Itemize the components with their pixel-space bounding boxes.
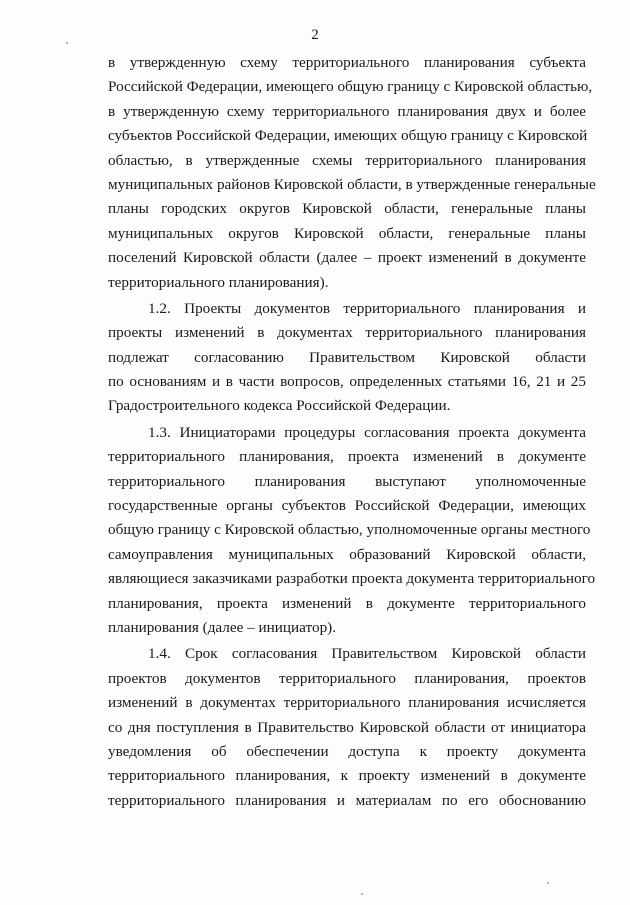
paragraph-1-3 <box>108 421 596 641</box>
text-line: изменений в документах территориального планирования исчисляется <box>108 694 586 712</box>
text-line: в утвержденную схему территориального планирования двух и более <box>108 102 586 120</box>
text-line: территориального планирования). <box>108 273 329 291</box>
text-line: планирования, проекта изменений в документе территориального <box>108 594 586 612</box>
text-line: планы городских округов Кировской области, генеральные планы <box>108 200 586 218</box>
text-line: Градостроительного кодекса Российской Федерации. <box>108 397 451 415</box>
document-body <box>108 51 596 813</box>
scan-speck <box>547 882 549 884</box>
text-line: 1.3. Инициаторами процедуры согласования проекта документа <box>148 423 586 441</box>
text-line: самоуправления муниципальных образований Кировской области, <box>108 545 586 563</box>
paragraph-1-2 <box>108 297 586 419</box>
text-line: территориального планирования, к проекту изменений в документе <box>108 767 586 785</box>
text-line: общую границу с Кировской областью, уполномоченные органы местного <box>108 521 591 539</box>
text-line: государственные органы субъектов Российской Федерации, имеющих <box>108 497 586 515</box>
text-line: территориального планирования выступают уполномоченные <box>108 472 586 490</box>
text-line: проекты изменений в документах территориального планирования <box>108 324 586 342</box>
text-line: муниципальных округов Кировской области, генеральные планы <box>108 224 586 242</box>
scan-speck <box>361 893 363 895</box>
text-line: территориального планирования и материалам по его обоснованию <box>108 791 586 809</box>
text-line: подлежат согласованию Правительством Кировской области <box>108 348 586 366</box>
text-line: субъектов Российской Федерации, имеющих общую границу с Кировской <box>108 127 588 145</box>
text-line: территориального планирования, проекта изменений в документе <box>108 448 586 466</box>
text-line: поселений Кировской области (далее – проект изменений в документе <box>108 249 586 267</box>
text-line: в утвержденную схему территориального планирования субъекта <box>108 54 586 71</box>
scan-speck <box>66 42 68 44</box>
page-number: 2 <box>311 27 319 43</box>
text-line: 1.4. Срок согласования Правительством Кировской области <box>148 645 586 663</box>
text-line: планирования (далее – инициатор). <box>108 618 337 636</box>
text-line: являющиеся заказчиками разработки проекта документа территориального <box>108 570 596 588</box>
text-line: по основаниям и в части вопросов, определенных статьями 16, 21 и 25 <box>108 373 586 391</box>
text-line: областью, в утвержденные схемы территориального планирования <box>108 151 586 169</box>
text-line: 1.2. Проекты документов территориального планирования и <box>148 299 586 317</box>
text-line: уведомления об обеспечении доступа к проекту документа <box>108 742 586 760</box>
text-line: муниципальных районов Кировской области, в утвержденные генеральные <box>108 175 596 193</box>
text-line: со дня поступления в Правительство Кировской области от инициатора <box>108 718 586 736</box>
text-line: проектов документов территориального планирования, проектов <box>108 669 586 687</box>
paragraph-1-4 <box>108 642 586 813</box>
paragraph-continuation <box>108 51 596 295</box>
text-line: Российской Федерации, имеющего общую границу с Кировской областью, <box>108 78 593 96</box>
